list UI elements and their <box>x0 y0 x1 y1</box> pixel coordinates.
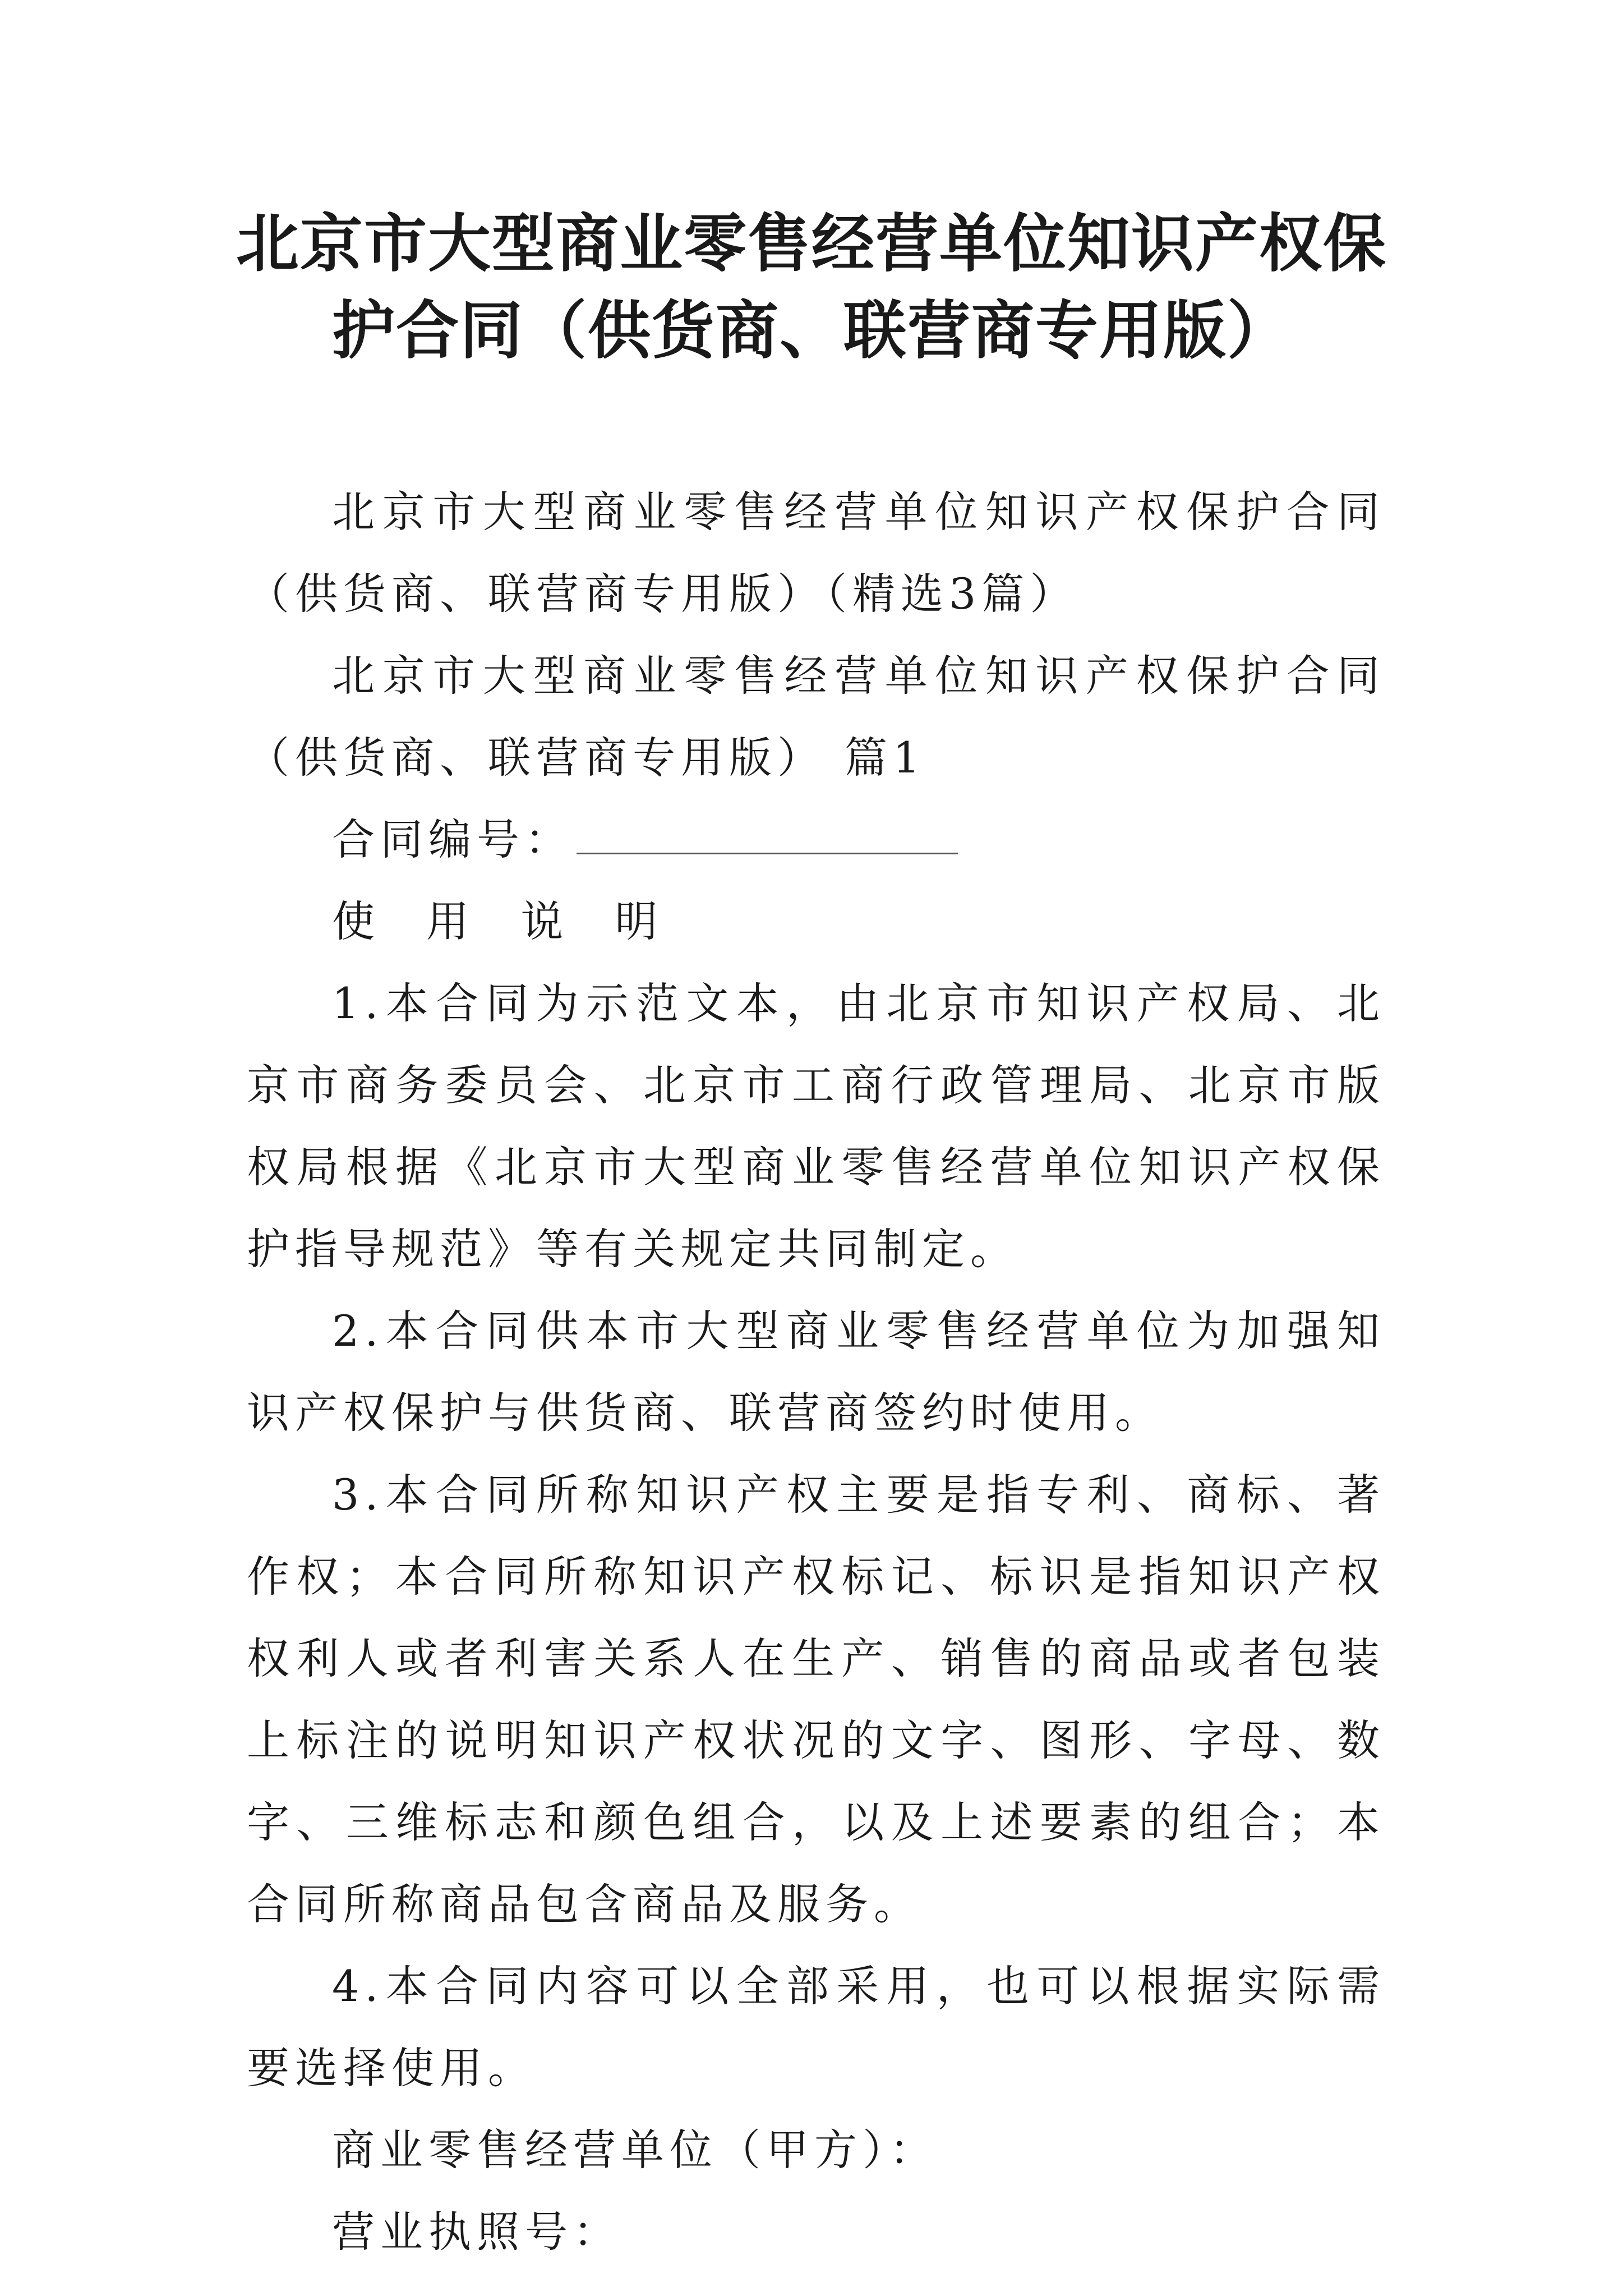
usage-heading: 使 用 说 明 <box>332 896 677 946</box>
business-license-label: 营业执照号： <box>332 2207 621 2257</box>
usage-item-2: 2.本合同供本市大型商业零售经营单位为加强知识产权保护与供货商、联营商签约时使用。 <box>247 1306 1385 1438</box>
contract-number-label: 合同编号： <box>332 815 573 864</box>
document-title-line-2: 护合同（供货商、联营商专用版） <box>332 295 1291 367</box>
document-body <box>247 471 1385 2273</box>
usage-item-4: 4.本合同内容可以全部采用，也可以根据实际需要选择使用。 <box>247 1961 1385 2093</box>
contract-number-blank <box>577 819 958 854</box>
intro-paragraph: 北京市大型商业零售经营单位知识产权保护合同（供货商、联营商专用版）（精选3篇） <box>247 487 1385 619</box>
section-heading: 北京市大型商业零售经营单位知识产权保护合同（供货商、联营商专用版） 篇1 <box>247 651 1385 783</box>
contract-number-line <box>247 799 1385 881</box>
party-a-label: 商业零售经营单位（甲方）： <box>332 2125 938 2175</box>
usage-item-3: 3.本合同所称知识产权主要是指专利、商标、著作权；本合同所称知识产权标记、标识是指知识产权权利人或者利害关系人在生产、销售的商品或者包装上标注的说明知识产权状况的文字、图形、字母、数字、三维标志和颜色组合，以及上述要素的组合；本合同所称商品包含商品及服务。 <box>247 1470 1385 1929</box>
usage-item-1: 1.本合同为示范文本，由北京市知识产权局、北京市商务委员会、北京市工商行政管理局、北京市版权局根据《北京市大型商业零售经营单位知识产权保护指导规范》等有关规定共同制定。 <box>247 978 1385 1274</box>
document-title-line-1: 北京市大型商业零售经营单位知识产权保 <box>236 208 1387 280</box>
